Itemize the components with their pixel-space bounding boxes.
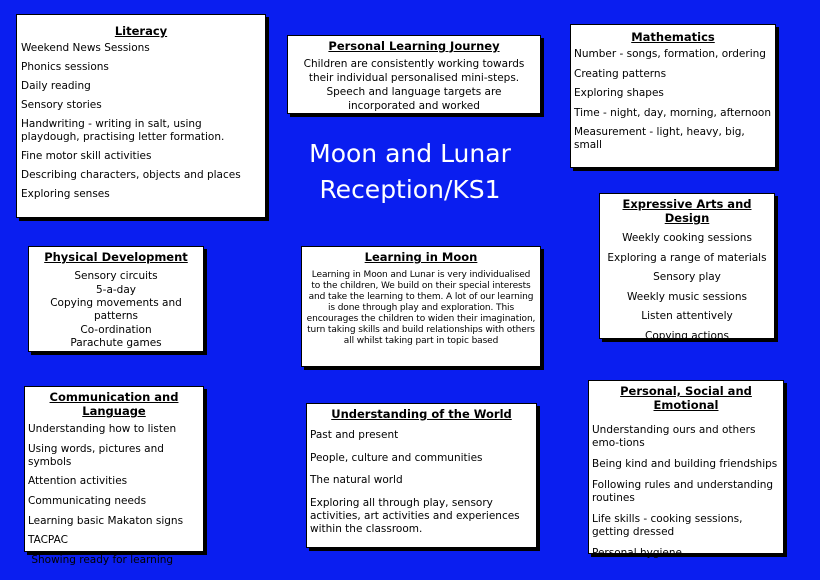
expressive-arts-list — [602, 232, 772, 343]
communication-panel — [24, 386, 204, 567]
list-item: Life skills - cooking sessions, getting dressed — [592, 513, 743, 538]
list-item: Sensory circuits — [74, 270, 158, 282]
list-item: Exploring a range of materials — [607, 251, 767, 264]
list-item: Phonics sessions — [21, 61, 109, 73]
mathematics-heading: Mathematics — [631, 30, 715, 44]
list-item: Following rules and understanding routines — [592, 479, 774, 504]
learning-in-moon-text: Learning in Moon and Lunar is very individualised to the children, We build on their special interests and take the learning to them. A lot of our learning is done through play and exploration. This encourages the children to widen their imagination, turn taking skills and build relationships with others all whilst taking part in topic based — [306, 270, 536, 346]
list-item: Understanding ours and others emo-tions — [592, 424, 756, 449]
literacy-heading: Literacy — [114, 24, 168, 38]
list-item: Parachute games — [70, 337, 162, 349]
page-title-line1: Moon and Lunar — [309, 139, 511, 168]
mathematics-list — [574, 48, 772, 152]
list-item: Attention activities — [28, 475, 128, 488]
understanding-world-panel — [306, 403, 537, 548]
literacy-panel — [16, 14, 266, 218]
list-item: People, culture and communities — [310, 451, 483, 464]
pse-panel — [588, 380, 784, 559]
pse-list — [592, 424, 780, 560]
physical-development-panel — [28, 246, 204, 352]
list-item: Using words, pictures and symbols — [28, 442, 164, 468]
expressive-arts-panel — [599, 193, 775, 342]
personal-learning-text: Children are consistently working towards their individual personalised mini-steps. Speech and language targets are incorporated and worked — [303, 58, 525, 112]
list-item: Co-ordination — [80, 323, 152, 336]
list-item: Learning basic Makaton signs — [28, 514, 184, 527]
list-item: Sensory stories — [21, 99, 102, 111]
list-item: Communicating needs — [28, 495, 147, 508]
list-item: TACPAC — [28, 534, 68, 547]
understanding-world-list — [310, 429, 533, 536]
page-title-line2: Reception/KS1 — [319, 175, 501, 204]
list-item: Handwriting - writing in salt, using playdough, practising letter formation. — [21, 118, 225, 143]
pse-heading: Personal, Social and Emotional — [620, 384, 752, 412]
page-title — [280, 136, 540, 208]
learning-in-moon-heading: Learning in Moon — [364, 250, 478, 264]
mathematics-panel — [570, 24, 776, 168]
list-item: Copying movements and patterns — [50, 297, 182, 322]
communication-list — [28, 423, 200, 567]
list-item: Time - night, day, morning, afternoon — [574, 106, 771, 119]
list-item: Sensory play — [653, 271, 721, 283]
list-item: Creating patterns — [574, 67, 667, 80]
list-item: The natural world — [310, 474, 403, 486]
list-item: Exploring all through play, sensory activities, art activities and experiences within the classroom. — [310, 496, 520, 535]
list-item: Exploring senses — [21, 188, 110, 200]
list-item: Being kind and building friendships — [592, 458, 778, 470]
physical-development-heading: Physical Development — [44, 250, 188, 264]
list-item: Fine motor skill activities — [21, 150, 152, 162]
list-item: Weekly music sessions — [627, 290, 747, 303]
communication-heading: Communication and Language — [49, 390, 179, 418]
list-item: Measurement - light, heavy, big, small — [574, 126, 745, 151]
personal-learning-heading: Personal Learning Journey — [328, 39, 500, 53]
list-item: Weekly cooking sessions — [622, 232, 752, 244]
list-item: Describing characters, objects and places — [21, 169, 241, 181]
list-item: Copying actions — [645, 329, 729, 342]
expressive-arts-heading: Expressive Arts and Design — [622, 197, 752, 225]
list-item: Understanding how to listen — [28, 423, 177, 435]
personal-learning-panel — [287, 35, 541, 114]
list-item: 5-a-day — [95, 283, 136, 296]
list-item: Personal hygiene — [592, 547, 682, 559]
list-item: Weekend News Sessions — [21, 42, 150, 54]
list-item: Past and present — [310, 429, 399, 441]
list-item: Exploring shapes — [574, 87, 664, 99]
physical-development-list — [31, 270, 201, 350]
learning-in-moon-panel — [301, 246, 541, 367]
list-item: Number - songs, formation, ordering — [574, 48, 766, 60]
list-item: Showing ready for learning — [28, 554, 174, 567]
understanding-world-heading: Understanding of the World — [331, 407, 512, 421]
list-item: Daily reading — [21, 80, 91, 92]
list-item: Listen attentively — [641, 310, 733, 322]
literacy-list — [21, 42, 261, 201]
